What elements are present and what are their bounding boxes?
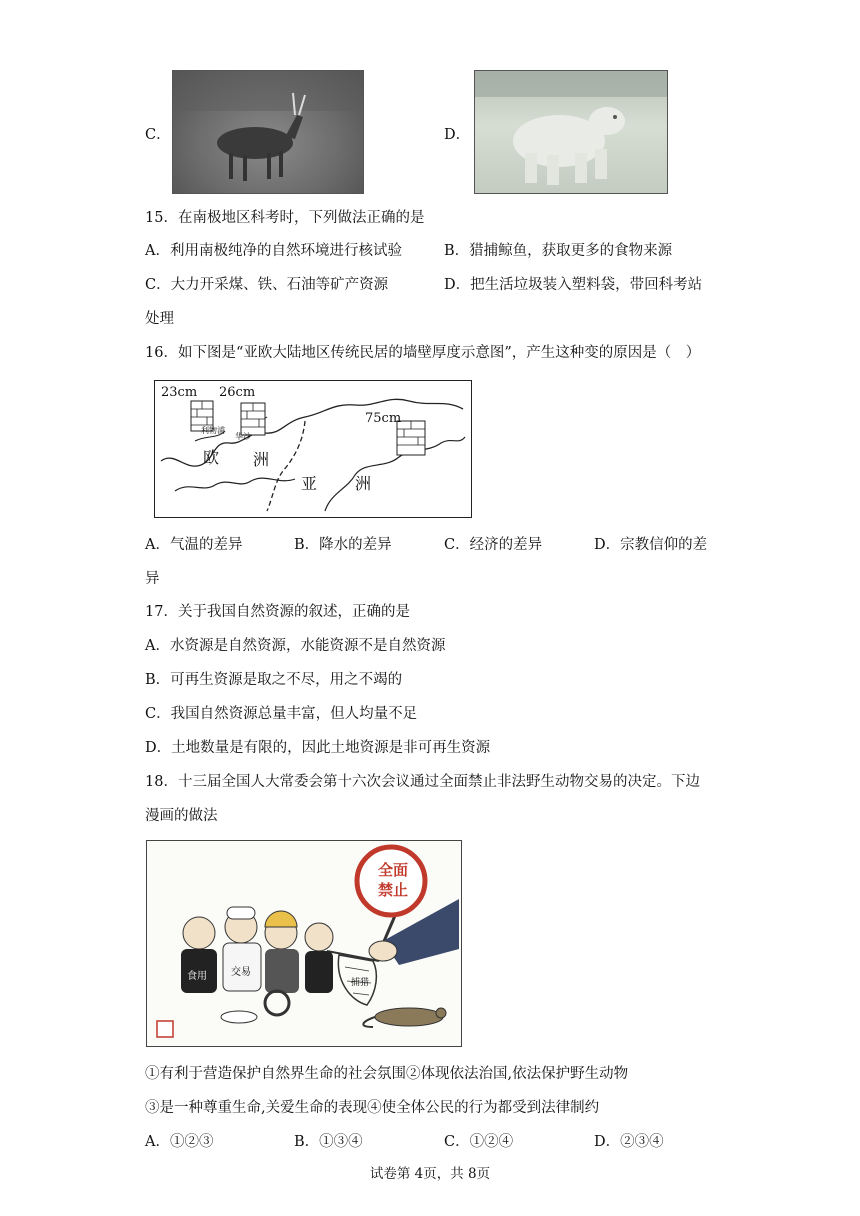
- q16-option-b: B．降水的差异: [294, 537, 392, 553]
- q18-option-b: B．①③④: [294, 1134, 363, 1150]
- q15-option-a: A．利用南极纯净的自然环境进行核试验: [145, 243, 402, 259]
- q18-statements-line-2: ③是一种尊重生命,关爱生命的表现④使全体公民的行为都受到法律制约: [145, 1100, 600, 1116]
- wall-75cm-icon: [397, 421, 425, 455]
- ban-sign-text-1: 全面: [378, 861, 409, 879]
- q17-option-d: D．土地数量是有限的，因此土地资源是非可再生资源: [145, 740, 491, 756]
- q15-option-d: D．把生活垃圾装入塑料袋，带回科考站: [444, 277, 703, 293]
- cartoon-illustration: [147, 841, 461, 1046]
- polar-bear-illustration: [475, 71, 667, 193]
- deer-illustration: [173, 71, 363, 193]
- page-footer: 试卷第 4页，共 8页: [369, 1166, 491, 1182]
- q18-statements-line-1: ①有利于营造保护自然界生命的社会氛围②体现依法治国,依法保护野生动物: [145, 1066, 629, 1082]
- tag-eat: 食用: [187, 971, 207, 982]
- q18-option-c: C．①②④: [444, 1134, 514, 1150]
- artist-seal-icon: [157, 1021, 173, 1037]
- map-label-75cm: 75cm: [365, 411, 402, 426]
- q16-option-d-continued: 异: [145, 571, 160, 587]
- map-label-23cm: 23cm: [161, 385, 198, 400]
- q16-option-d: D．宗教信仰的差: [594, 537, 708, 553]
- q14-option-c-label: C．: [145, 127, 171, 143]
- wildlife-ban-cartoon: [146, 840, 462, 1047]
- map-label-ou: 欧: [203, 448, 220, 467]
- eurasia-wall-thickness-map: [154, 380, 472, 518]
- q15-option-b: B．猎捕鲸鱼，获取更多的食物来源: [444, 243, 673, 259]
- q16-option-c: C．经济的差异: [444, 537, 543, 553]
- map-label-warsaw: 华沙: [235, 432, 251, 441]
- q15-option-d-continued: 处理: [145, 311, 174, 327]
- tag-hunt: 捕猎: [351, 978, 370, 988]
- q15-stem: 15．在南极地区科考时，下列做法正确的是: [145, 210, 425, 226]
- tag-trade: 交易: [231, 967, 251, 978]
- q18-stem-line-1: 18．十三届全国人大常委会第十六次会议通过全面禁止非法野生动物交易的决定。下边: [145, 774, 700, 790]
- people-group-icon: [181, 907, 333, 1023]
- q17-option-c: C．我国自然资源总量丰富，但人均量不足: [145, 706, 418, 722]
- q17-stem: 17．关于我国自然资源的叙述，正确的是: [145, 604, 410, 620]
- q17-option-a: A．水资源是自然资源，水能资源不是自然资源: [145, 638, 446, 654]
- map-label-zhou-2: 洲: [355, 474, 372, 493]
- deer-photo: [172, 70, 364, 194]
- q18-option-d: D．②③④: [594, 1134, 664, 1150]
- q16-option-a: A．气温的差异: [145, 537, 243, 553]
- map-label-liverpool: 利物浦: [201, 426, 225, 435]
- q18-option-a: A．①②③: [145, 1134, 214, 1150]
- q15-option-c: C．大力开采煤、铁、石油等矿产资源: [145, 277, 389, 293]
- q14-option-d-label: D．: [444, 127, 471, 143]
- map-label-26cm: 26cm: [219, 385, 256, 400]
- ban-sign-text-2: 禁止: [378, 881, 409, 899]
- q17-option-b: B．可再生资源是取之不尽，用之不竭的: [145, 672, 403, 688]
- map-label-zhou-1: 洲: [253, 450, 270, 469]
- polar-bear-photo: [474, 70, 668, 194]
- q18-stem-line-2: 漫画的做法: [145, 808, 218, 824]
- lizard-icon: [363, 1008, 446, 1027]
- q16-stem: 16．如下图是“亚欧大陆地区传统民居的墙壁厚度示意图”，产生这种变的原因是（ ）: [145, 345, 701, 361]
- map-label-ya: 亚: [301, 474, 318, 493]
